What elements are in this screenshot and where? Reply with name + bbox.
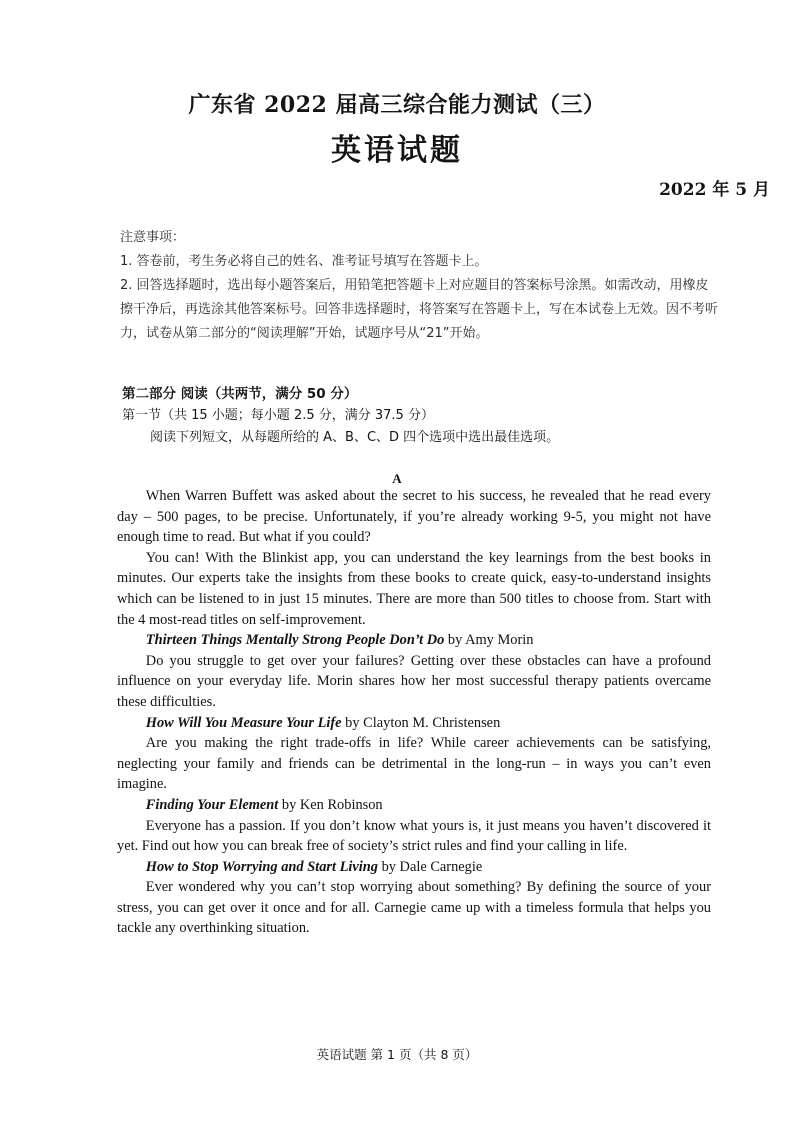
book-heading bbox=[117, 630, 711, 651]
notes-block bbox=[120, 226, 720, 346]
passage-body bbox=[117, 486, 711, 939]
book-description: Are you making the right trade-offs in life? While career achievements can be satisfying, neglecting your family and friends can be detrimental in the long-run – in ways you can’t even imagine. bbox=[117, 735, 711, 793]
notes-heading: 注意事项： bbox=[120, 230, 186, 245]
book-description: Do you struggle to get over your failures? Getting over these obstacles can have a profound influence on your everyday life. Morin shares how her most successful therapy patients overcame these difficulties. bbox=[117, 652, 711, 710]
book-title: Thirteen Things Mentally Strong People Don’t Do bbox=[145, 632, 445, 649]
passage-intro-paragraph: You can! With the Blinkist app, you can understand the key learnings from the best books in minutes. Our experts take the insights from these books to create quick, easy-to-understand insights which can be listened to in just 15 minutes. There are more than 500 titles to choose from. Start with the 4 most-read titles on self-improvement. bbox=[117, 549, 711, 628]
book-heading bbox=[117, 857, 711, 878]
passage-intro-paragraph: When Warren Buffett was asked about the secret to his success, he revealed that he read every day – 500 pages, to be precise. Unfortunately, if you’re already working 9-5, you might not have enough time to read. But what if you could? bbox=[117, 488, 711, 546]
notes-item-1: 1. 答卷前，考生务必将自己的姓名、准考证号填写在答题卡上。 bbox=[120, 254, 488, 269]
book-author: by Amy Morin bbox=[444, 632, 534, 649]
book-heading bbox=[117, 795, 711, 816]
part-title: 第二部分 阅读（共两节，满分 50 分） bbox=[122, 386, 358, 402]
notes-item-2: 2. 回答选择题时，选出每小题答案后，用铅笔把答题卡上对应题目的答案标号涂黑。如需改动，用橡皮擦干净后，再选涂其他答案标号。回答非选择题时，将答案写在答题卡上，写在本试卷上无效。因不考听力，试卷从第二部分的“阅读理解”开始，试题序号从“21”开始。 bbox=[120, 278, 719, 341]
exam-date: 2022 年 5 月 bbox=[659, 180, 770, 200]
section-instruction: 阅读下列短文，从每题所给的 A、B、C、D 四个选项中选出最佳选项。 bbox=[150, 430, 560, 445]
section-title: 第一节（共 15 小题；每小题 2.5 分，满分 37.5 分） bbox=[122, 408, 434, 423]
book-author: by Clayton M. Christensen bbox=[341, 714, 501, 731]
book-description: Ever wondered why you can’t stop worrying about something? By defining the source of your stress, you can get over it once and for all. Carnegie came up with a timeless formula that helps you tackle any overthinking situation. bbox=[117, 879, 711, 937]
book-title: How Will You Measure Your Life bbox=[145, 714, 342, 731]
book-title: Finding Your Element bbox=[145, 796, 279, 813]
exam-title: 广东省 2022 届高三综合能力测试（三） bbox=[188, 92, 606, 118]
passage-label: A bbox=[392, 471, 402, 486]
book-title: How to Stop Worrying and Start Living bbox=[145, 858, 378, 875]
book-author: by Dale Carnegie bbox=[377, 858, 483, 875]
subject-title: 英语试题 bbox=[331, 133, 463, 168]
book-description: Everyone has a passion. If you don’t know what yours is, it just means you haven’t discovered it yet. Find out how you can break free of society’s strict rules and find your calling in life. bbox=[117, 817, 711, 855]
book-author: by Ken Robinson bbox=[278, 796, 383, 813]
page-footer: 英语试题 第 1 页（共 8 页） bbox=[316, 1047, 478, 1062]
book-heading bbox=[117, 713, 711, 734]
